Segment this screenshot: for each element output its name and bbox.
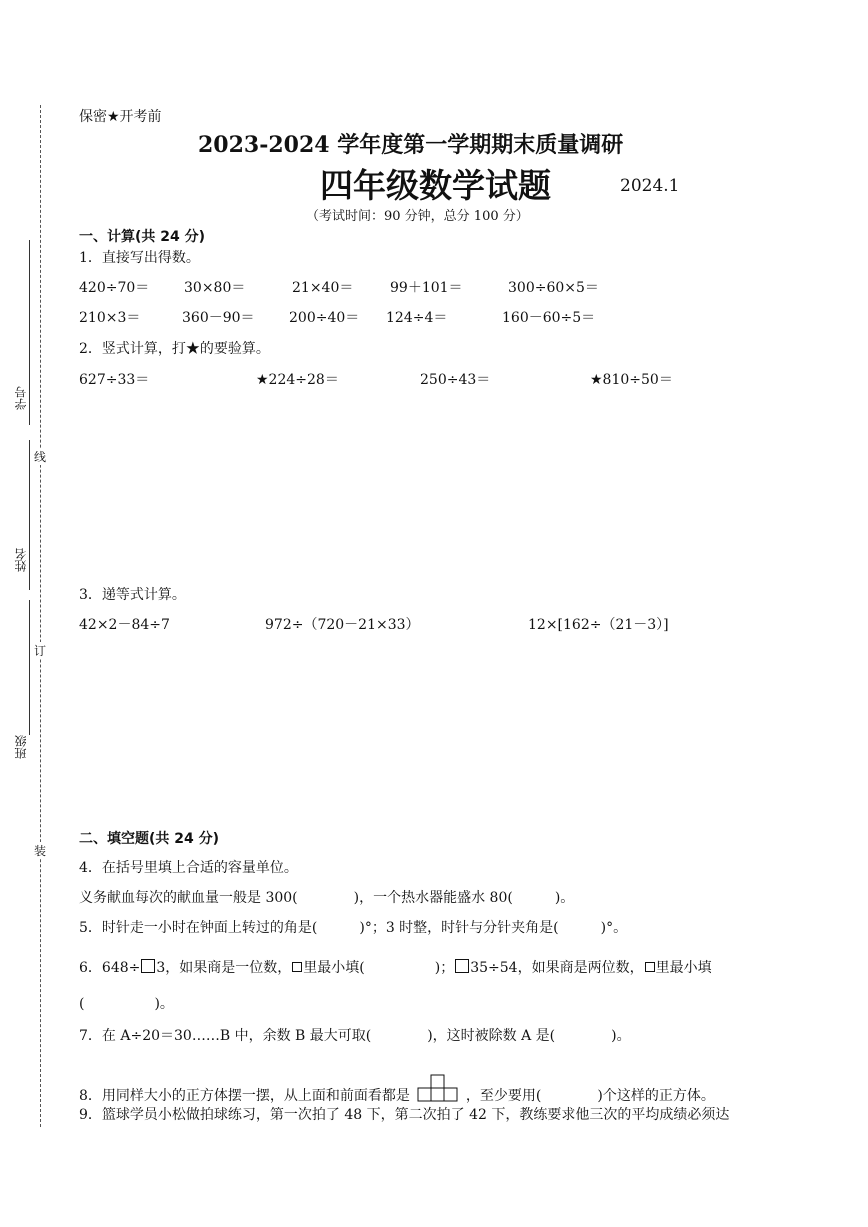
cube-view-icon <box>416 1074 460 1106</box>
mental-math-item: 160－60÷5＝ <box>502 310 596 326</box>
exam-title-line1: 2023-2024 学年度第一学期期末质量调研 <box>198 132 624 158</box>
mental-math-item: 420÷70＝ <box>79 280 150 296</box>
question-9: 9．篮球学员小松做拍球练习，第一次拍了 48 下，第二次拍了 42 下，教练要求他三次的平均成绩必须达 <box>79 1107 730 1123</box>
mental-math-item: 300÷60×5＝ <box>508 280 599 296</box>
name-blank <box>29 440 30 590</box>
name-label: 姓名 <box>14 548 28 572</box>
binding-line-text: 线 <box>34 450 47 464</box>
blank-square-icon <box>141 959 155 973</box>
class-label: 班级 <box>14 735 28 759</box>
binding-cut-line <box>40 105 41 1127</box>
question-8: 8．用同样大小的正方体摆一摆，从上面和前面看都是 ，至少要用( )个这样的正方体。 <box>79 1074 715 1106</box>
question-4: 4．在括号里填上合适的容量单位。 <box>79 860 298 876</box>
mental-math-item: 99＋101＝ <box>390 280 463 296</box>
question-4-text: 义务献血每次的献血量一般是 300( )，一个热水器能盛水 80( )。 <box>79 890 575 906</box>
vertical-calc-item: ★810÷50＝ <box>590 372 673 388</box>
question-7: 7．在 A÷20＝30……B 中，余数 B 最大可取( )，这时被除数 A 是( )。 <box>79 1028 631 1044</box>
binding-order-text: 订 <box>34 644 47 658</box>
question-5: 5．时针走一小时在钟面上转过的角是( )°；3 时整，时针与分针夹角是( )°。 <box>79 920 628 936</box>
blank-square-small-icon <box>645 962 655 972</box>
confidential-mark: 保密★开考前 <box>79 109 162 125</box>
exam-date: 2024.1 <box>620 176 680 196</box>
mental-math-item: 30×80＝ <box>184 280 246 296</box>
section1-title: 一、计算(共 24 分) <box>79 229 206 245</box>
blank-square-small-icon <box>292 962 302 972</box>
exam-info: （考试时间：90 分钟，总分 100 分） <box>306 209 529 224</box>
blank-square-icon <box>455 959 469 973</box>
mental-math-item: 200÷40＝ <box>289 310 360 326</box>
vertical-calc-item: ★224÷28＝ <box>256 372 339 388</box>
section2-title: 二、填空题(共 24 分) <box>79 831 220 847</box>
mental-math-item: 360－90＝ <box>182 310 255 326</box>
stepwise-calc-item: 972÷（720－21×33） <box>265 617 420 633</box>
question-6-continued: ( )。 <box>79 996 174 1012</box>
vertical-calc-item: 250÷43＝ <box>420 372 491 388</box>
question-1: 1．直接写出得数。 <box>79 250 200 266</box>
stepwise-calc-item: 12×[162÷（21－3）] <box>528 617 669 633</box>
mental-math-item: 21×40＝ <box>292 280 354 296</box>
student-id-label: 学号 <box>14 386 28 410</box>
mental-math-item: 124÷4＝ <box>386 310 448 326</box>
question-3: 3．递等式计算。 <box>79 587 186 603</box>
vertical-calc-item: 627÷33＝ <box>79 372 150 388</box>
student-id-blank <box>29 240 30 425</box>
stepwise-calc-item: 42×2－84÷7 <box>79 617 170 633</box>
binding-bind-text: 装 <box>34 844 47 858</box>
question-6: 6．648÷ 3，如果商是一位数， 里最小填( )； 35÷54，如果商是两位数， 里最小填 <box>79 960 712 976</box>
mental-math-item: 210×3＝ <box>79 310 141 326</box>
question-2: 2．竖式计算，打★的要验算。 <box>79 341 270 357</box>
class-blank <box>29 600 30 735</box>
exam-title-line2: 四年级数学试题 <box>320 166 551 205</box>
